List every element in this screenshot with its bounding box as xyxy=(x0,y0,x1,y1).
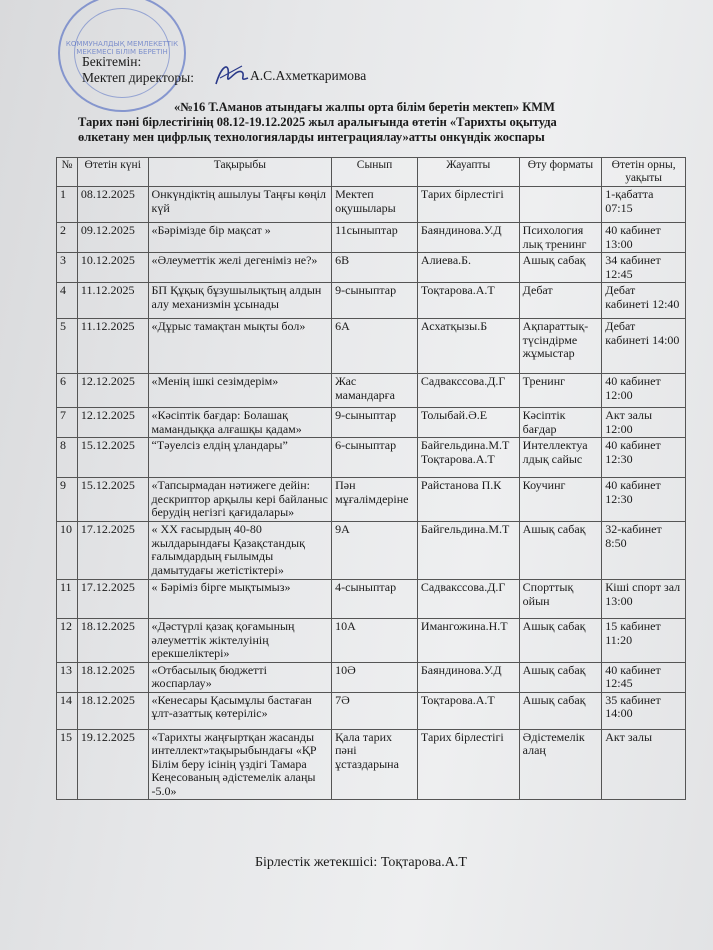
cell-format xyxy=(519,187,602,223)
cell-class: 9-сыныптар xyxy=(332,283,418,319)
cell-no: 13 xyxy=(57,662,78,692)
table-header-row xyxy=(57,158,686,187)
table-row xyxy=(57,692,686,729)
table-row xyxy=(57,319,686,374)
cell-place: 1-қабатта 07:15 xyxy=(602,187,686,223)
cell-no: 5 xyxy=(57,319,78,374)
cell-format: Ашық сабақ xyxy=(519,253,602,283)
cell-format: Ашық сабақ xyxy=(519,662,602,692)
cell-place: 34 кабинет 12:45 xyxy=(602,253,686,283)
cell-date: 18.12.2025 xyxy=(77,619,148,663)
cell-no: 9 xyxy=(57,478,78,522)
cell-class: Қала тарих пәні ұстаздарына xyxy=(332,729,418,800)
cell-topic: “Тәуелсіз елдің ұландары” xyxy=(148,438,332,478)
cell-place: 40 кабинет 12:30 xyxy=(602,478,686,522)
cell-no: 10 xyxy=(57,522,78,580)
cell-no: 2 xyxy=(57,223,78,253)
cell-date: 12.12.2025 xyxy=(77,408,148,438)
title-line-1: «№16 Т.Аманов атындағы жалпы орта білім беретін мектеп» КММ xyxy=(174,100,555,114)
header-responsible: Жауапты xyxy=(417,158,519,187)
cell-no: 12 xyxy=(57,619,78,663)
cell-date: 10.12.2025 xyxy=(77,253,148,283)
cell-date: 11.12.2025 xyxy=(77,319,148,374)
cell-place: 32-кабинет 8:50 xyxy=(602,522,686,580)
cell-date: 09.12.2025 xyxy=(77,223,148,253)
cell-class: 10Ә xyxy=(332,662,418,692)
table-row xyxy=(57,619,686,663)
cell-format: Психология лық тренинг xyxy=(519,223,602,253)
cell-place: 40 кабинет 12:30 xyxy=(602,438,686,478)
cell-no: 1 xyxy=(57,187,78,223)
cell-responsible: Байгельдина.М.Т Тоқтарова.А.Т xyxy=(417,438,519,478)
cell-topic: «Тапсырмадан нәтижеге дейін: дескриптор арқылы кері байланыс берудің негізгі қағидалары» xyxy=(148,478,332,522)
cell-topic: «Дәстүрлі қазақ қоғамының әлеуметтік жіктелуінің ерекшеліктері» xyxy=(148,619,332,663)
title-line-3: өлкетану мен цифрлық технологияларды интеграциялау»атты онкүндік жоспары xyxy=(78,130,545,144)
cell-responsible: Алиева.Б. xyxy=(417,253,519,283)
cell-format: Әдістемелік алаң xyxy=(519,729,602,800)
approval-block xyxy=(82,54,194,86)
cell-place: 40 кабинет 13:00 xyxy=(602,223,686,253)
cell-format: Ашық сабақ xyxy=(519,692,602,729)
cell-format: Кәсіптік бағдар xyxy=(519,408,602,438)
header-no: № xyxy=(57,158,78,187)
table-row xyxy=(57,283,686,319)
cell-no: 14 xyxy=(57,692,78,729)
cell-topic: БП Құқық бұзушылықтың алдын алу механизмін ұсынады xyxy=(148,283,332,319)
cell-format: Интеллектуа лдық сайыс xyxy=(519,438,602,478)
cell-responsible: Тоқтарова.А.Т xyxy=(417,692,519,729)
cell-topic: «Бәрімізде бір мақсат » xyxy=(148,223,332,253)
cell-responsible: Садвакссова.Д.Г xyxy=(417,580,519,619)
cell-responsible: Баяндинова.У.Д xyxy=(417,662,519,692)
cell-responsible: Толыбай.Ә.Е xyxy=(417,408,519,438)
cell-date: 12.12.2025 xyxy=(77,374,148,408)
cell-date: 11.12.2025 xyxy=(77,283,148,319)
table-row xyxy=(57,223,686,253)
document-title xyxy=(78,100,678,145)
cell-responsible: Тоқтарова.А.Т xyxy=(417,283,519,319)
cell-no: 8 xyxy=(57,438,78,478)
cell-class: 4-сыныптар xyxy=(332,580,418,619)
cell-format: Коучинг xyxy=(519,478,602,522)
cell-topic: «Тарихты жаңғыртқан жасанды интеллект»тақырыбындағы «ҚР Білім беру ісінің үздігі Тамара Кеңесованың әдістемелік алаңы -5.0» xyxy=(148,729,332,800)
cell-place: 40 кабинет 12:00 xyxy=(602,374,686,408)
cell-date: 19.12.2025 xyxy=(77,729,148,800)
cell-class: Жас мамандарға xyxy=(332,374,418,408)
header-class: Сынып xyxy=(332,158,418,187)
cell-no: 15 xyxy=(57,729,78,800)
cell-responsible: Тарих бірлестігі xyxy=(417,187,519,223)
cell-format: Спорттық ойын xyxy=(519,580,602,619)
cell-class: 6-сыныптар xyxy=(332,438,418,478)
cell-topic: «Отбасылық бюджетті жоспарлау» xyxy=(148,662,332,692)
cell-date: 17.12.2025 xyxy=(77,580,148,619)
cell-date: 18.12.2025 xyxy=(77,692,148,729)
header-date: Өтетін күні xyxy=(77,158,148,187)
signature-icon xyxy=(212,58,252,90)
cell-responsible: Баяндинова.У.Д xyxy=(417,223,519,253)
cell-place: Кіші спорт зал 13:00 xyxy=(602,580,686,619)
cell-no: 3 xyxy=(57,253,78,283)
table-row xyxy=(57,522,686,580)
cell-responsible: Садвакссова.Д.Г xyxy=(417,374,519,408)
table-row xyxy=(57,253,686,283)
cell-responsible: Байгельдина.М.Т xyxy=(417,522,519,580)
approval-line-2: Мектеп директоры: xyxy=(82,70,194,85)
cell-place: Акт залы xyxy=(602,729,686,800)
table-row xyxy=(57,187,686,223)
cell-class: 11сыныптар xyxy=(332,223,418,253)
cell-responsible: Райстанова П.К xyxy=(417,478,519,522)
cell-class: Мектеп оқушылары xyxy=(332,187,418,223)
cell-no: 11 xyxy=(57,580,78,619)
cell-date: 08.12.2025 xyxy=(77,187,148,223)
cell-class: 7Ә xyxy=(332,692,418,729)
table-row xyxy=(57,662,686,692)
header-format: Өту форматы xyxy=(519,158,602,187)
cell-no: 4 xyxy=(57,283,78,319)
cell-format: Ашық сабақ xyxy=(519,619,602,663)
cell-class: 10А xyxy=(332,619,418,663)
header-topic: Тақырыбы xyxy=(148,158,332,187)
cell-place: Дебат кабинеті 14:00 xyxy=(602,319,686,374)
approval-line-1: Бекітемін: xyxy=(82,54,142,69)
table-row xyxy=(57,374,686,408)
cell-format: Ақпараттық-түсіндірме жұмыстар xyxy=(519,319,602,374)
table-row xyxy=(57,729,686,800)
table-row xyxy=(57,478,686,522)
footer-signature-line: Бірлестік жетекшісі: Тоқтарова.А.Т xyxy=(255,855,467,870)
cell-topic: «Кәсіптік бағдар: Болашақ мамандыққа алғашқы қадам» xyxy=(148,408,332,438)
cell-format: Ашық сабақ xyxy=(519,522,602,580)
cell-topic: «Менің ішкі сезімдерім» xyxy=(148,374,332,408)
cell-topic: «Кенесары Қасымұлы бастаған ұлт-азаттық көтеріліс» xyxy=(148,692,332,729)
cell-no: 7 xyxy=(57,408,78,438)
cell-responsible: Асхатқызы.Б xyxy=(417,319,519,374)
cell-class: Пән мұғалімдеріне xyxy=(332,478,418,522)
cell-class: 6А xyxy=(332,319,418,374)
cell-topic: « ХХ ғасырдың 40-80 жылдарындағы Қазақстандық ғалымдардың ғылымды дамытудағы жетістіктері» xyxy=(148,522,332,580)
cell-class: 9А xyxy=(332,522,418,580)
seal-text: КОММУНАЛДЫҚ МЕМЛЕКЕТТІК МЕКЕМЕСІ БІЛІМ БЕРЕТІН xyxy=(65,40,179,56)
cell-place: Акт залы 12:00 xyxy=(602,408,686,438)
cell-class: 9-сыныптар xyxy=(332,408,418,438)
cell-date: 17.12.2025 xyxy=(77,522,148,580)
cell-class: 6В xyxy=(332,253,418,283)
table-row xyxy=(57,408,686,438)
cell-responsible: Тарих бірлестігі xyxy=(417,729,519,800)
cell-topic: «Әлеуметтік желі дегеніміз не?» xyxy=(148,253,332,283)
cell-topic: « Бәріміз бірге мықтымыз» xyxy=(148,580,332,619)
cell-no: 6 xyxy=(57,374,78,408)
cell-format: Дебат xyxy=(519,283,602,319)
cell-topic: «Дұрыс тамақтан мықты бол» xyxy=(148,319,332,374)
title-line-2: Тарих пәні бірлестігінің 08.12-19.12.2025 жыл аралығында өтетін «Тарихты оқытуда xyxy=(78,115,557,129)
cell-date: 15.12.2025 xyxy=(77,478,148,522)
cell-date: 15.12.2025 xyxy=(77,438,148,478)
cell-place: Дебат кабинеті 12:40 xyxy=(602,283,686,319)
cell-place: 35 кабинет 14:00 xyxy=(602,692,686,729)
cell-place: 15 кабинет 11:20 xyxy=(602,619,686,663)
table-row xyxy=(57,580,686,619)
header-place: Өтетін орны, уақыты xyxy=(602,158,686,187)
cell-topic: Онкүндіктің ашылуы Таңғы көңіл күй xyxy=(148,187,332,223)
cell-place: 40 кабинет 12:45 xyxy=(602,662,686,692)
cell-date: 18.12.2025 xyxy=(77,662,148,692)
cell-format: Тренинг xyxy=(519,374,602,408)
director-name: А.С.Ахметкаримова xyxy=(250,68,367,83)
cell-responsible: Имангожина.Н.Т xyxy=(417,619,519,663)
table-row xyxy=(57,438,686,478)
schedule-table xyxy=(56,157,686,800)
